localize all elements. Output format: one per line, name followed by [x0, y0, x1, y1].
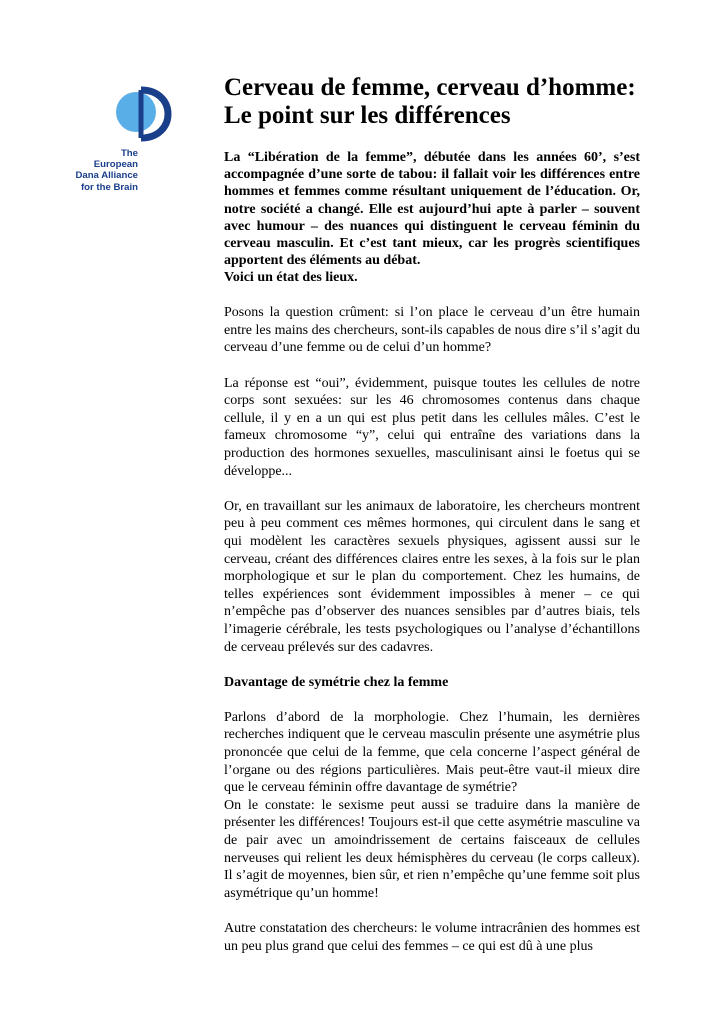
- paragraph-2: La réponse est “oui”, évidemment, puisque toutes les cellules de notre corps sont sexuées: sur les 46 chromosomes contenus dans chaque cellule, il y en a un qui est plus petit dans les cellules mâles. C’est le fameux chromosome “y”, celui qui entraîne des variations dans la production des hormones sexuelles, masculinisant ainsi le foetus qui se développe...: [224, 375, 640, 479]
- paragraph-5: Autre constatation des chercheurs: le volume intracrânien des hommes est un peu plus grand que celui des femmes – ce qui est dû à une plus: [224, 921, 640, 954]
- title-line-1: Cerveau de femme, cerveau d’homme:: [224, 74, 636, 101]
- title-line-2: Le point sur les différences: [224, 102, 511, 129]
- logo-line: Dana Alliance: [75, 170, 138, 182]
- logo-line: The: [120, 148, 138, 159]
- paragraph-4a: Parlons d’abord de la morphologie. Chez l’humain, les dernières recherches indiquent que le cerveau masculin présente une asymétrie plus prononcée que celui de la femme, que cela concerne l’aspect général de l’organe ou des régions particulières. Mais peut-être vaut-il mieux dire que le cerveau féminin offre davantage de symétrie?: [224, 709, 640, 796]
- paragraph-1: Posons la question crûment: si l’on place le cerveau d’un être humain entre les mains des chercheurs, sont-ils capables de nous dire s’il s’agit du cerveau d’une femme ou de celui d’un homme?: [224, 305, 640, 356]
- article-title: [224, 74, 640, 130]
- intro-last-line: Voici un état des lieux.: [224, 270, 358, 286]
- logo-wordmark: [60, 148, 138, 193]
- dana-alliance-logo: [60, 86, 180, 196]
- paragraph-4: [224, 709, 640, 903]
- paragraph-3: Or, en travaillant sur les animaux de laboratoire, les chercheurs montrent peu à peu comment ces mêmes hormones, qui circulent dans le sang et qui modèlent les caractères sexuels physiques, agissent aussi sur le cerveau, créant des différences claires entre les sexes, à la fois sur le plan morphologique et sur le plan du comportement. Chez les humains, de telles expériences sont évidemment impossibles à mener – ce qui n’empêche pas d’observer des nuances sensibles par d’autres biais, tels l’imagerie cérébrale, les tests psychologiques ou l’analyse d’échantillons de cerveau prélevés sur des cadavres.: [224, 498, 640, 655]
- dana-d-icon: [114, 86, 172, 142]
- paragraph-4b: On le constate: le sexisme peut aussi se traduire dans la manière de présenter les différences! Toujours est-il que cette asymétrie masculine va de pair avec un amoindrissement de certains faisceaux de cellules nerveuses qui relient les deux hémisphères du cerveau (le corps calleux). Il s’agit de moyennes, bien sûr, et rien n’empêche qu’une femme soit plus asymétrique qu’un homme!: [224, 797, 640, 901]
- logo-line: European: [93, 159, 138, 171]
- intro-paragraph: [224, 149, 640, 287]
- article-body: [224, 74, 640, 955]
- logo-line: for the Brain: [80, 181, 138, 193]
- intro-text: La “Libération de la femme”, débutée dans les années 60’, s’est accompagnée d’une sorte de tabou: il fallait voir les différences entre hommes et femmes comme résultant uniquement de l’éducation. Or, notre société a changé. Elle est aujourd’hui apte à parler – souvent avec humour – des nuances qui distinguent le cerveau féminin du cerveau masculin. Et c’est tant mieux, car les progrès scientifiques apportent des éléments au débat.: [224, 150, 640, 269]
- section-heading: Davantage de symétrie chez la femme: [224, 674, 449, 690]
